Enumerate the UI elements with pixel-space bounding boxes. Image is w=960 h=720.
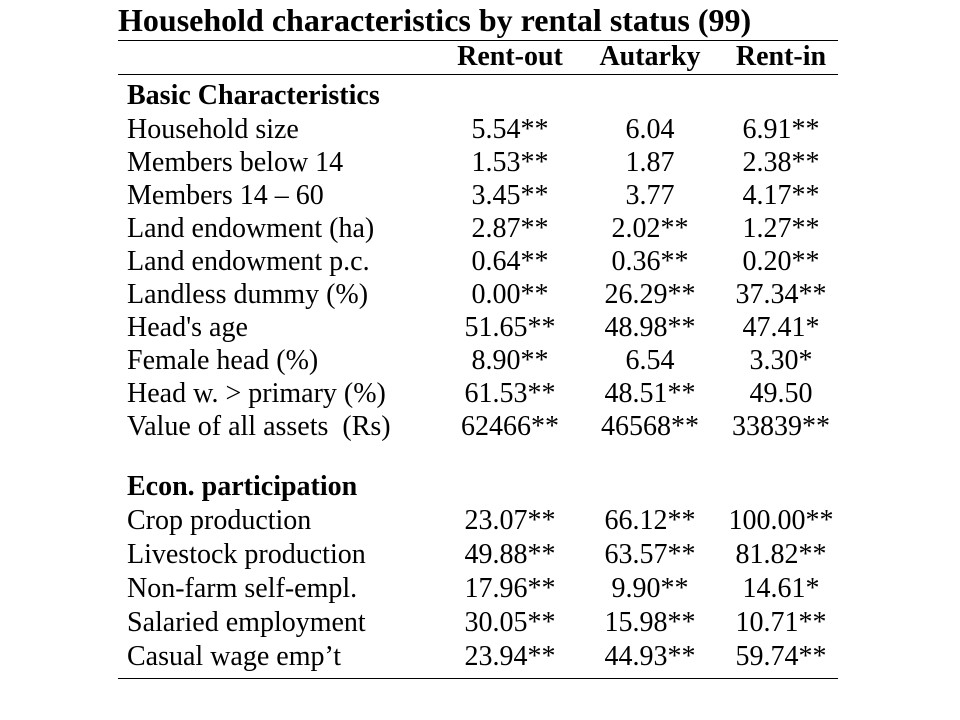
cell-rent-in: 10.71** [735, 607, 827, 638]
section-heading-basic: Basic Characteristics [127, 80, 380, 111]
cell-rent-out: 51.65** [464, 312, 556, 343]
column-header-rent-out: Rent-out [457, 41, 563, 72]
cell-autarky: 9.90** [611, 573, 689, 604]
cell-rent-in: 81.82** [735, 539, 827, 570]
table-row [0, 640, 960, 673]
cell-rent-in: 1.27** [742, 213, 820, 244]
cell-rent-out: 2.87** [471, 213, 549, 244]
cell-autarky: 26.29** [604, 279, 696, 310]
cell-autarky: 66.12** [604, 505, 696, 536]
cell-rent-out: 5.54** [471, 114, 549, 145]
cell-rent-out: 0.64** [471, 246, 549, 277]
row-label: Livestock production [127, 539, 366, 570]
cell-rent-out: 23.07** [464, 505, 556, 536]
cell-autarky: 6.04 [625, 114, 675, 145]
cell-rent-in: 3.30* [749, 345, 813, 376]
table-row [0, 278, 960, 311]
cell-rent-in: 37.34** [735, 279, 827, 310]
cell-autarky: 0.36** [611, 246, 689, 277]
row-label: Head's age [127, 312, 248, 343]
cell-rent-out: 30.05** [464, 607, 556, 638]
cell-autarky: 6.54 [625, 345, 675, 376]
cell-rent-out: 0.00** [471, 279, 549, 310]
cell-rent-in: 49.50 [749, 378, 813, 409]
cell-autarky: 2.02** [611, 213, 689, 244]
row-label: Land endowment p.c. [127, 246, 370, 277]
cell-autarky: 15.98** [604, 607, 696, 638]
cell-rent-in: 33839** [732, 411, 830, 442]
cell-rent-out: 62466** [461, 411, 559, 442]
cell-rent-out: 23.94** [464, 641, 556, 672]
cell-rent-in: 14.61* [742, 573, 820, 604]
cell-autarky: 48.98** [604, 312, 696, 343]
table-row [0, 212, 960, 245]
table-row [0, 538, 960, 571]
row-label: Non-farm self-empl. [127, 573, 358, 604]
cell-autarky: 46568** [601, 411, 699, 442]
row-label: Landless dummy (%) [127, 279, 369, 310]
cell-rent-in: 4.17** [742, 180, 820, 211]
cell-rent-in: 100.00** [728, 505, 834, 536]
row-label: Household size [127, 114, 299, 145]
page-title: Household characteristics by rental status (99) [118, 2, 752, 38]
row-label: Head w. > primary (%) [127, 378, 386, 409]
cell-autarky: 1.87 [625, 147, 675, 178]
row-label: Salaried employment [127, 607, 366, 638]
cell-rent-out: 1.53** [471, 147, 549, 178]
table-row [0, 344, 960, 377]
table-row [0, 311, 960, 344]
cell-rent-in: 59.74** [735, 641, 827, 672]
table-row [0, 113, 960, 146]
cell-autarky: 3.77 [625, 180, 675, 211]
row-label: Members below 14 [127, 147, 344, 178]
row-label: Casual wage emp’t [127, 641, 342, 672]
row-label: Land endowment (ha) [127, 213, 375, 244]
table-row [0, 179, 960, 212]
table-row [0, 572, 960, 605]
table-row [0, 410, 960, 443]
cell-rent-out: 61.53** [464, 378, 556, 409]
row-label: Crop production [127, 505, 312, 536]
cell-rent-out: 17.96** [464, 573, 556, 604]
row-label: Female head (%) [127, 345, 319, 376]
row-label: Members 14 – 60 [127, 180, 324, 211]
table-row [0, 377, 960, 410]
cell-rent-out: 3.45** [471, 180, 549, 211]
table-row [0, 504, 960, 537]
cell-rent-in: 0.20** [742, 246, 820, 277]
section-heading-econ: Econ. participation [127, 471, 358, 502]
table-row [0, 606, 960, 639]
cell-rent-in: 47.41* [742, 312, 820, 343]
cell-autarky: 44.93** [604, 641, 696, 672]
cell-autarky: 63.57** [604, 539, 696, 570]
cell-rent-in: 2.38** [742, 147, 820, 178]
table-row [0, 146, 960, 179]
header-rule [118, 74, 838, 75]
cell-rent-out: 8.90** [471, 345, 549, 376]
cell-rent-out: 49.88** [464, 539, 556, 570]
column-header-rent-in: Rent-in [735, 41, 827, 72]
cell-autarky: 48.51** [604, 378, 696, 409]
row-label: Value of all assets (Rs) [127, 411, 391, 442]
column-header-autarky: Autarky [599, 41, 701, 72]
table-bottom-rule [118, 678, 838, 679]
cell-rent-in: 6.91** [742, 114, 820, 145]
table-row [0, 245, 960, 278]
